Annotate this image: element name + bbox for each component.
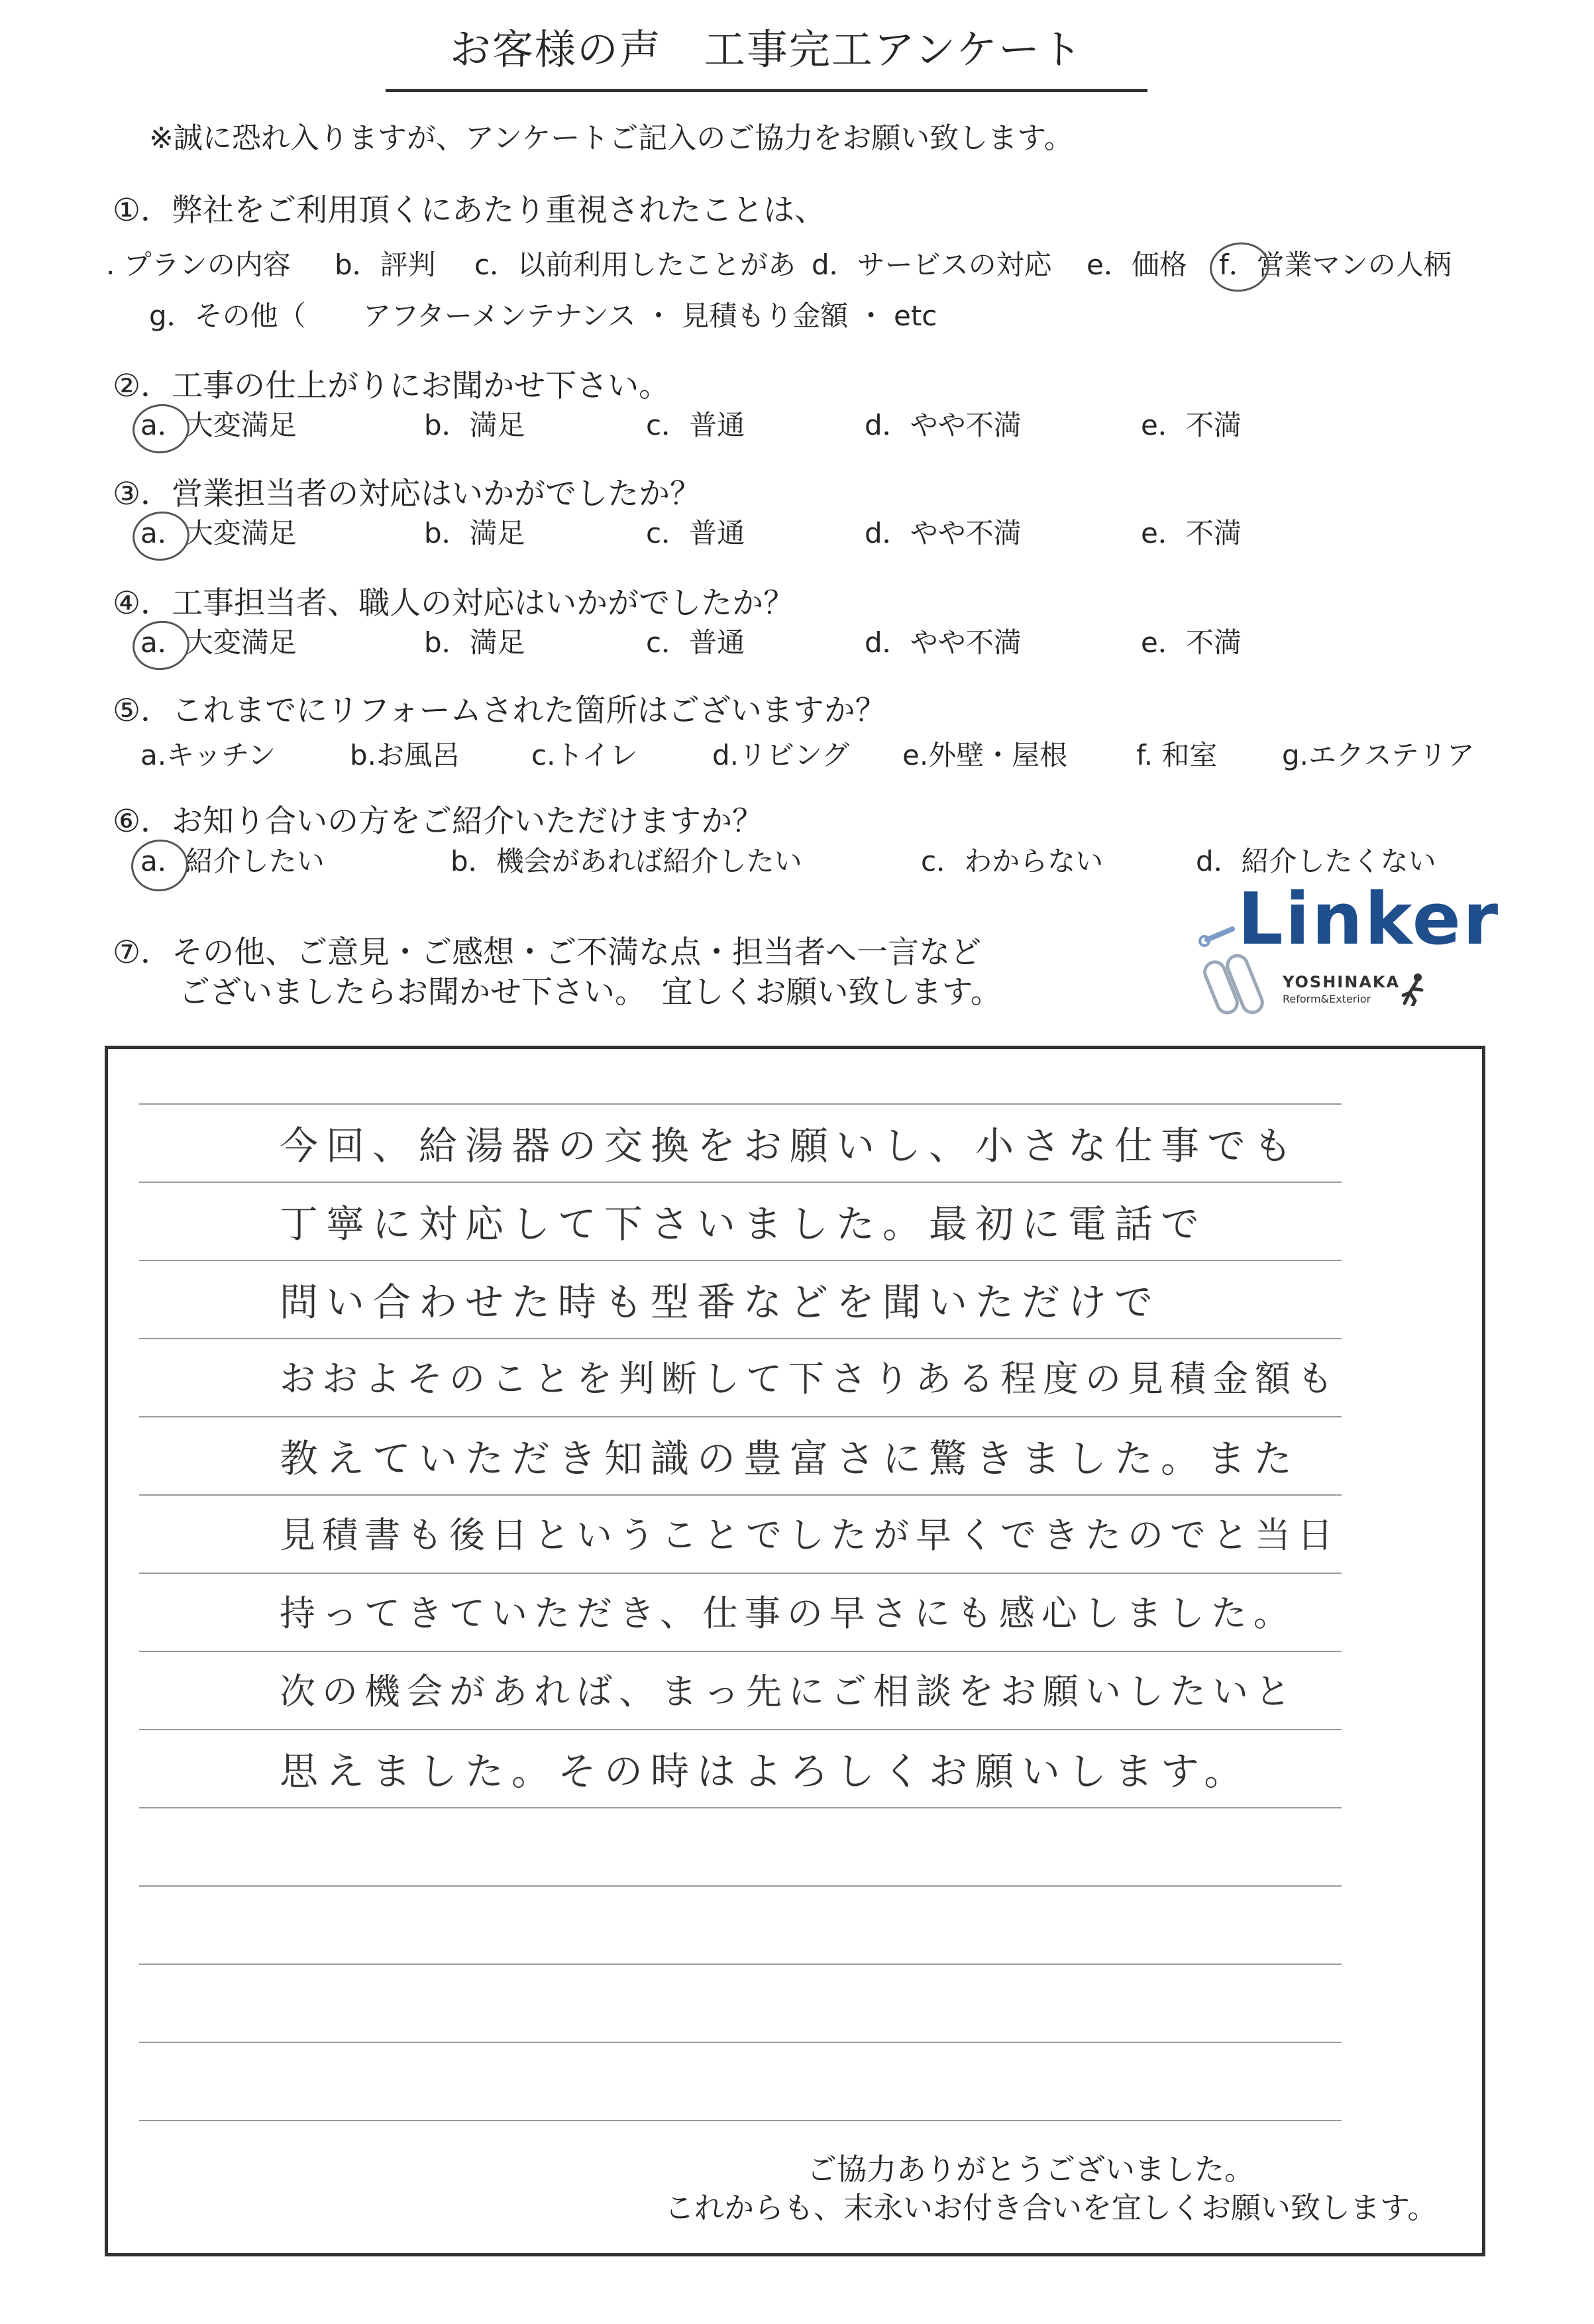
linker-logo	[1193, 878, 1501, 1021]
q5-option-d[interactable]: d.リビング	[712, 739, 850, 771]
q6-option-d[interactable]: d．紹介したくない	[1196, 845, 1436, 877]
ruled-line	[139, 1103, 1342, 1105]
logo-subtitle: YOSHINAKA	[1283, 973, 1401, 991]
q2-option-b[interactable]: b．満足	[424, 409, 525, 441]
q4-option-e[interactable]: e．不満	[1141, 626, 1242, 659]
ruled-line	[139, 2042, 1342, 2043]
q5-option-a[interactable]: a.キッチン	[140, 739, 276, 771]
q6-option-a[interactable]: a．紹介したい	[140, 845, 325, 877]
comment-line-2: 丁寧に対応して下さいました。最初に電話で	[280, 1201, 1208, 1246]
question-7-line-1: ⑦．その他、ご意見・ご感想・ご不満な点・担当者へ一言など	[113, 934, 982, 971]
ruled-line	[139, 1651, 1342, 1652]
ruled-line	[139, 1573, 1342, 1574]
question-4: ④．工事担当者、職人の対応はいかがでしたか？	[113, 585, 795, 622]
q2-option-c[interactable]: c．普通	[646, 409, 745, 441]
ruled-line	[139, 1494, 1342, 1496]
q3-option-e[interactable]: e．不満	[1141, 517, 1242, 549]
q5-option-b[interactable]: b.お風呂	[350, 739, 460, 771]
q5-option-c[interactable]: c.トイレ	[531, 739, 638, 771]
q2-option-d[interactable]: d．やや不満	[865, 409, 1022, 441]
q5-option-g[interactable]: g.エクステリア	[1282, 739, 1475, 771]
comment-line-4: おおよそのことを判断して下さりある程度の見積金額も	[280, 1358, 1340, 1400]
q1-option-c[interactable]: c．以前利用したことがあ	[474, 249, 796, 281]
title-underline	[386, 89, 1147, 92]
comment-line-7: 持ってきていただき、仕事の早さにも感心しました。	[280, 1592, 1296, 1634]
question-3: ③．営業担当者の対応はいかがでしたか？	[113, 476, 702, 512]
ruled-line	[139, 1182, 1342, 1183]
ruled-line	[139, 1260, 1342, 1261]
q5-option-e[interactable]: e.外壁・屋根	[902, 739, 1068, 771]
q1-option-e[interactable]: e．価格	[1087, 249, 1187, 281]
q1-option-b[interactable]: b．評判	[335, 249, 436, 281]
question-5: ⑤．これまでにリフォームされた箇所はございますか？	[113, 692, 886, 729]
q6-option-c[interactable]: c．わからない	[921, 845, 1104, 877]
ruled-line	[139, 1338, 1342, 1339]
q3-option-b[interactable]: b．満足	[424, 517, 525, 549]
comment-line-3: 問い合わせた時も型番などを聞いただけで	[280, 1280, 1161, 1325]
comment-line-9: 思えました。その時はよろしくお願いします。	[280, 1749, 1251, 1794]
q1-option-g[interactable]: g．その他（	[149, 300, 306, 332]
q1-selection-circle	[1206, 239, 1272, 296]
q6-option-b[interactable]: b．機会があれば紹介したい	[451, 845, 802, 877]
q4-option-d[interactable]: d．やや不満	[865, 626, 1022, 659]
q1-other-text: アフターメンテナンス ・ 見積もり金額 ・ etc	[363, 300, 937, 332]
ruled-line	[139, 2120, 1342, 2121]
q1-option-d[interactable]: d．サービスの対応	[812, 249, 1052, 281]
question-6: ⑥．お知り合いの方をご紹介いただけますか？	[113, 803, 764, 840]
comment-line-5: 教えていただき知識の豊富さに驚きました。また	[280, 1436, 1301, 1481]
question-1: ①．弊社をご利用頂くにあたり重視されたことは、	[113, 192, 826, 229]
q4-option-c[interactable]: c．普通	[646, 626, 745, 659]
ruled-line	[139, 1807, 1342, 1808]
ruled-line	[139, 1729, 1342, 1730]
q3-option-c[interactable]: c．普通	[646, 517, 745, 549]
q3-option-a[interactable]: a．大変満足	[140, 517, 297, 549]
question-7-line-2: ございましたらお聞かせ下さい。 宜しくお願い致します。	[179, 974, 1002, 1011]
q3-option-d[interactable]: d．やや不満	[865, 517, 1022, 549]
q5-option-f[interactable]: f. 和室	[1136, 739, 1218, 771]
question-2: ②．工事の仕上がりにお聞かせ下さい。	[113, 368, 670, 404]
ruled-line	[139, 1964, 1342, 1965]
q1-option-a[interactable]: . プランの内容	[106, 249, 291, 281]
q1-option-f[interactable]: f．営業マンの人柄	[1219, 249, 1452, 281]
thanks-line-1: ご協力ありがとうございました。	[807, 2152, 1255, 2187]
logo-name: Linker	[1238, 878, 1501, 961]
q4-option-b[interactable]: b．満足	[424, 626, 525, 659]
page-title: お客様の声 工事完工アンケート	[449, 25, 1084, 74]
runner-icon	[1398, 973, 1428, 1006]
comment-line-1: 今回、給湯器の交換をお願いし、小さな仕事でも	[280, 1123, 1301, 1168]
comment-line-8: 次の機会があれば、まっ先にご相談をお願いしたいと	[280, 1671, 1297, 1712]
thanks-line-2: これからも、末永いお付き合いを宜しくお願い致します。	[664, 2190, 1438, 2225]
ruled-line	[139, 1885, 1342, 1887]
q2-option-a[interactable]: a．大変満足	[140, 409, 297, 441]
q2-option-e[interactable]: e．不満	[1141, 409, 1242, 441]
ruled-line	[139, 1416, 1342, 1417]
q4-option-a[interactable]: a．大変満足	[140, 626, 297, 659]
comment-line-6: 見積書も後日ということでしたが早くできたのでと当日	[280, 1514, 1340, 1556]
intro-text: ※誠に恐れ入りますが、アンケートご記入のご協力をお願い致します。	[149, 121, 1073, 155]
logo-tagline: Reform&Exterior	[1283, 993, 1371, 1005]
